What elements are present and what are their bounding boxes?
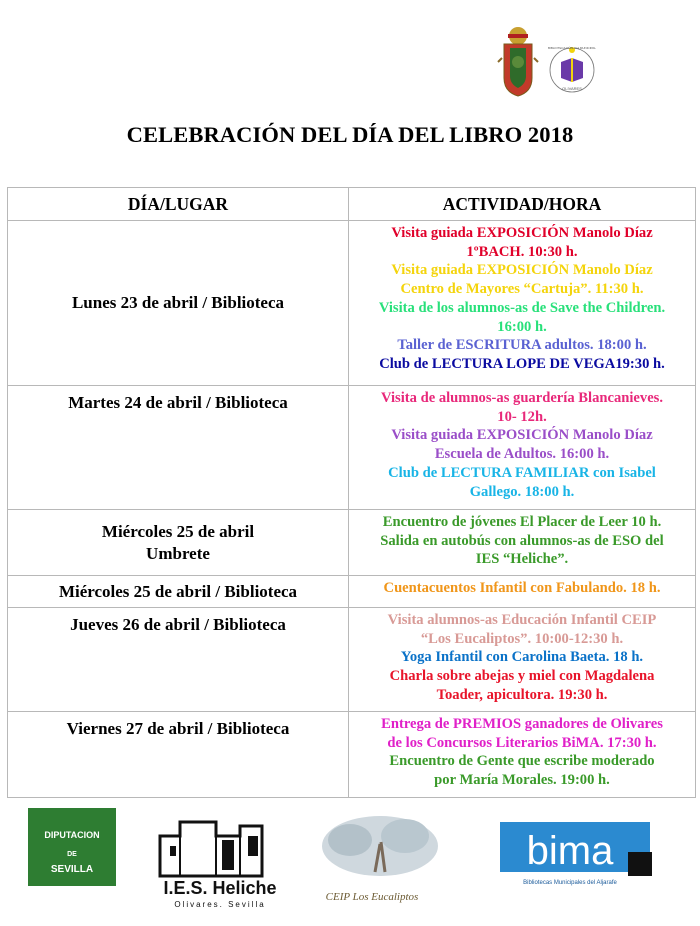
activity-line: Club de LECTURA FAMILIAR con Isabel <box>388 464 656 481</box>
activity-line: 16:00 h. <box>497 318 547 335</box>
ies-sub: Olivares. Sevilla <box>174 900 266 909</box>
activity-cell <box>349 386 696 510</box>
seal-line2: OLIVARES <box>562 86 582 91</box>
activity-line: Encuentro de jóvenes El Placer de Leer 10 h. <box>382 514 662 530</box>
activity-line: Visita guiada EXPOSICIÓN Manolo Díaz <box>391 427 653 444</box>
schedule-table <box>7 187 696 798</box>
day-cell <box>8 510 349 576</box>
activity-line: Gallego. 18:00 h. <box>469 483 575 500</box>
ies-name: I.E.S. Heliche <box>163 878 277 898</box>
table-row <box>8 576 696 608</box>
day-cell <box>8 221 349 386</box>
page-title: CELEBRACIÓN DEL DÍA DEL LIBRO 2018 <box>126 122 574 147</box>
day-line: Jueves 26 de abril / Biblioteca <box>70 615 286 634</box>
activity-line: 1ºBACH. 10:30 h. <box>466 243 578 260</box>
activity-cell <box>349 221 696 386</box>
activity-line: Encuentro de Gente que escribe moderado <box>389 753 655 770</box>
day-cell <box>8 386 349 510</box>
bima-logo <box>500 822 652 886</box>
coat-of-arms-icon <box>498 27 538 96</box>
activity-line: Club de LECTURA LOPE DE VEGA19:30 h. <box>379 355 665 372</box>
activity-line: Visita alumnos-as Educación Infantil CEIP <box>387 612 657 628</box>
activity-line: Visita guiada EXPOSICIÓN Manolo Díaz <box>391 225 653 241</box>
day-line: Lunes 23 de abril / Biblioteca <box>71 293 285 312</box>
activity-line: 10- 12h. <box>497 408 547 425</box>
activity-cell <box>349 576 696 608</box>
day-line: Miércoles 25 de abril / Biblioteca <box>58 581 298 601</box>
biblioteca-seal-icon <box>548 45 596 92</box>
day-cell <box>8 712 349 798</box>
bima-name: bima <box>526 829 614 873</box>
activity-line: Entrega de PREMIOS ganadores de Olivares <box>381 716 663 732</box>
day-cell <box>8 576 349 608</box>
day-line: Umbrete <box>146 543 210 563</box>
day-cell <box>8 608 349 712</box>
header-logos <box>488 22 608 102</box>
activity-line: Charla sobre abejas y miel con Magdalena <box>389 668 655 685</box>
activity-line: por María Morales. 19:00 h. <box>434 772 610 789</box>
activity-line: Escuela de Adultos. 16:00 h. <box>434 446 610 463</box>
table-row <box>8 221 696 386</box>
activity-line: Cuentacuentos Infantil con Fabulando. 18 h. <box>383 580 661 596</box>
header-activity: ACTIVIDAD/HORA <box>349 188 696 221</box>
table-header-row <box>8 188 696 221</box>
ies-heliche-logo <box>160 822 277 909</box>
bima-sub: Bibliotecas Municipales del Aljarafe <box>523 880 617 886</box>
activity-cell <box>349 712 696 798</box>
ceip-name: CEIP Los Eucaliptos <box>325 891 419 903</box>
day-line: Miércoles 25 de abril <box>101 521 255 541</box>
activity-cell <box>349 608 696 712</box>
diputacion-line2: DE <box>67 851 77 858</box>
diputacion-sevilla-logo <box>28 808 116 886</box>
activity-line: Centro de Mayores “Cartuja”. 11:30 h. <box>400 281 644 298</box>
activity-line: Visita de alumnos-as guardería Blancanieves. <box>380 390 664 406</box>
diputacion-line3: SEVILLA <box>50 864 94 875</box>
activity-line: de los Concursos Literarios BiMA. 17:30 h. <box>387 734 657 751</box>
activity-line: “Los Eucaliptos”. 10:00-12:30 h. <box>420 630 624 647</box>
table-row <box>8 386 696 510</box>
day-line: Martes 24 de abril / Biblioteca <box>68 393 288 412</box>
header-day: DÍA/LUGAR <box>8 188 349 221</box>
activity-line: Toader, apicultora. 19:30 h. <box>436 686 608 703</box>
activity-line: Visita guiada EXPOSICIÓN Manolo Díaz <box>391 262 653 279</box>
activity-cell <box>349 510 696 576</box>
activity-line: Salida en autobús con alumnos-as de ESO del <box>380 532 664 549</box>
table-row <box>8 510 696 576</box>
ceip-eucaliptos-logo <box>322 816 438 903</box>
activity-line: Yoga Infantil con Carolina Baeta. 18 h. <box>400 649 644 666</box>
footer-logos <box>0 806 700 916</box>
diputacion-line1: DIPUTACION <box>44 830 100 840</box>
day-line: Viernes 27 de abril / Biblioteca <box>66 719 290 738</box>
table-row <box>8 712 696 798</box>
activity-line: Taller de ESCRITURA adultos. 18:00 h. <box>397 337 647 354</box>
table-row <box>8 608 696 712</box>
seal-line1: BIBLIOTECA PÚBLICA MUNICIPAL <box>548 46 596 50</box>
activity-line: Visita de los alumnos-as de Save the Children. <box>378 299 666 316</box>
activity-line: IES “Heliche”. <box>475 551 569 568</box>
